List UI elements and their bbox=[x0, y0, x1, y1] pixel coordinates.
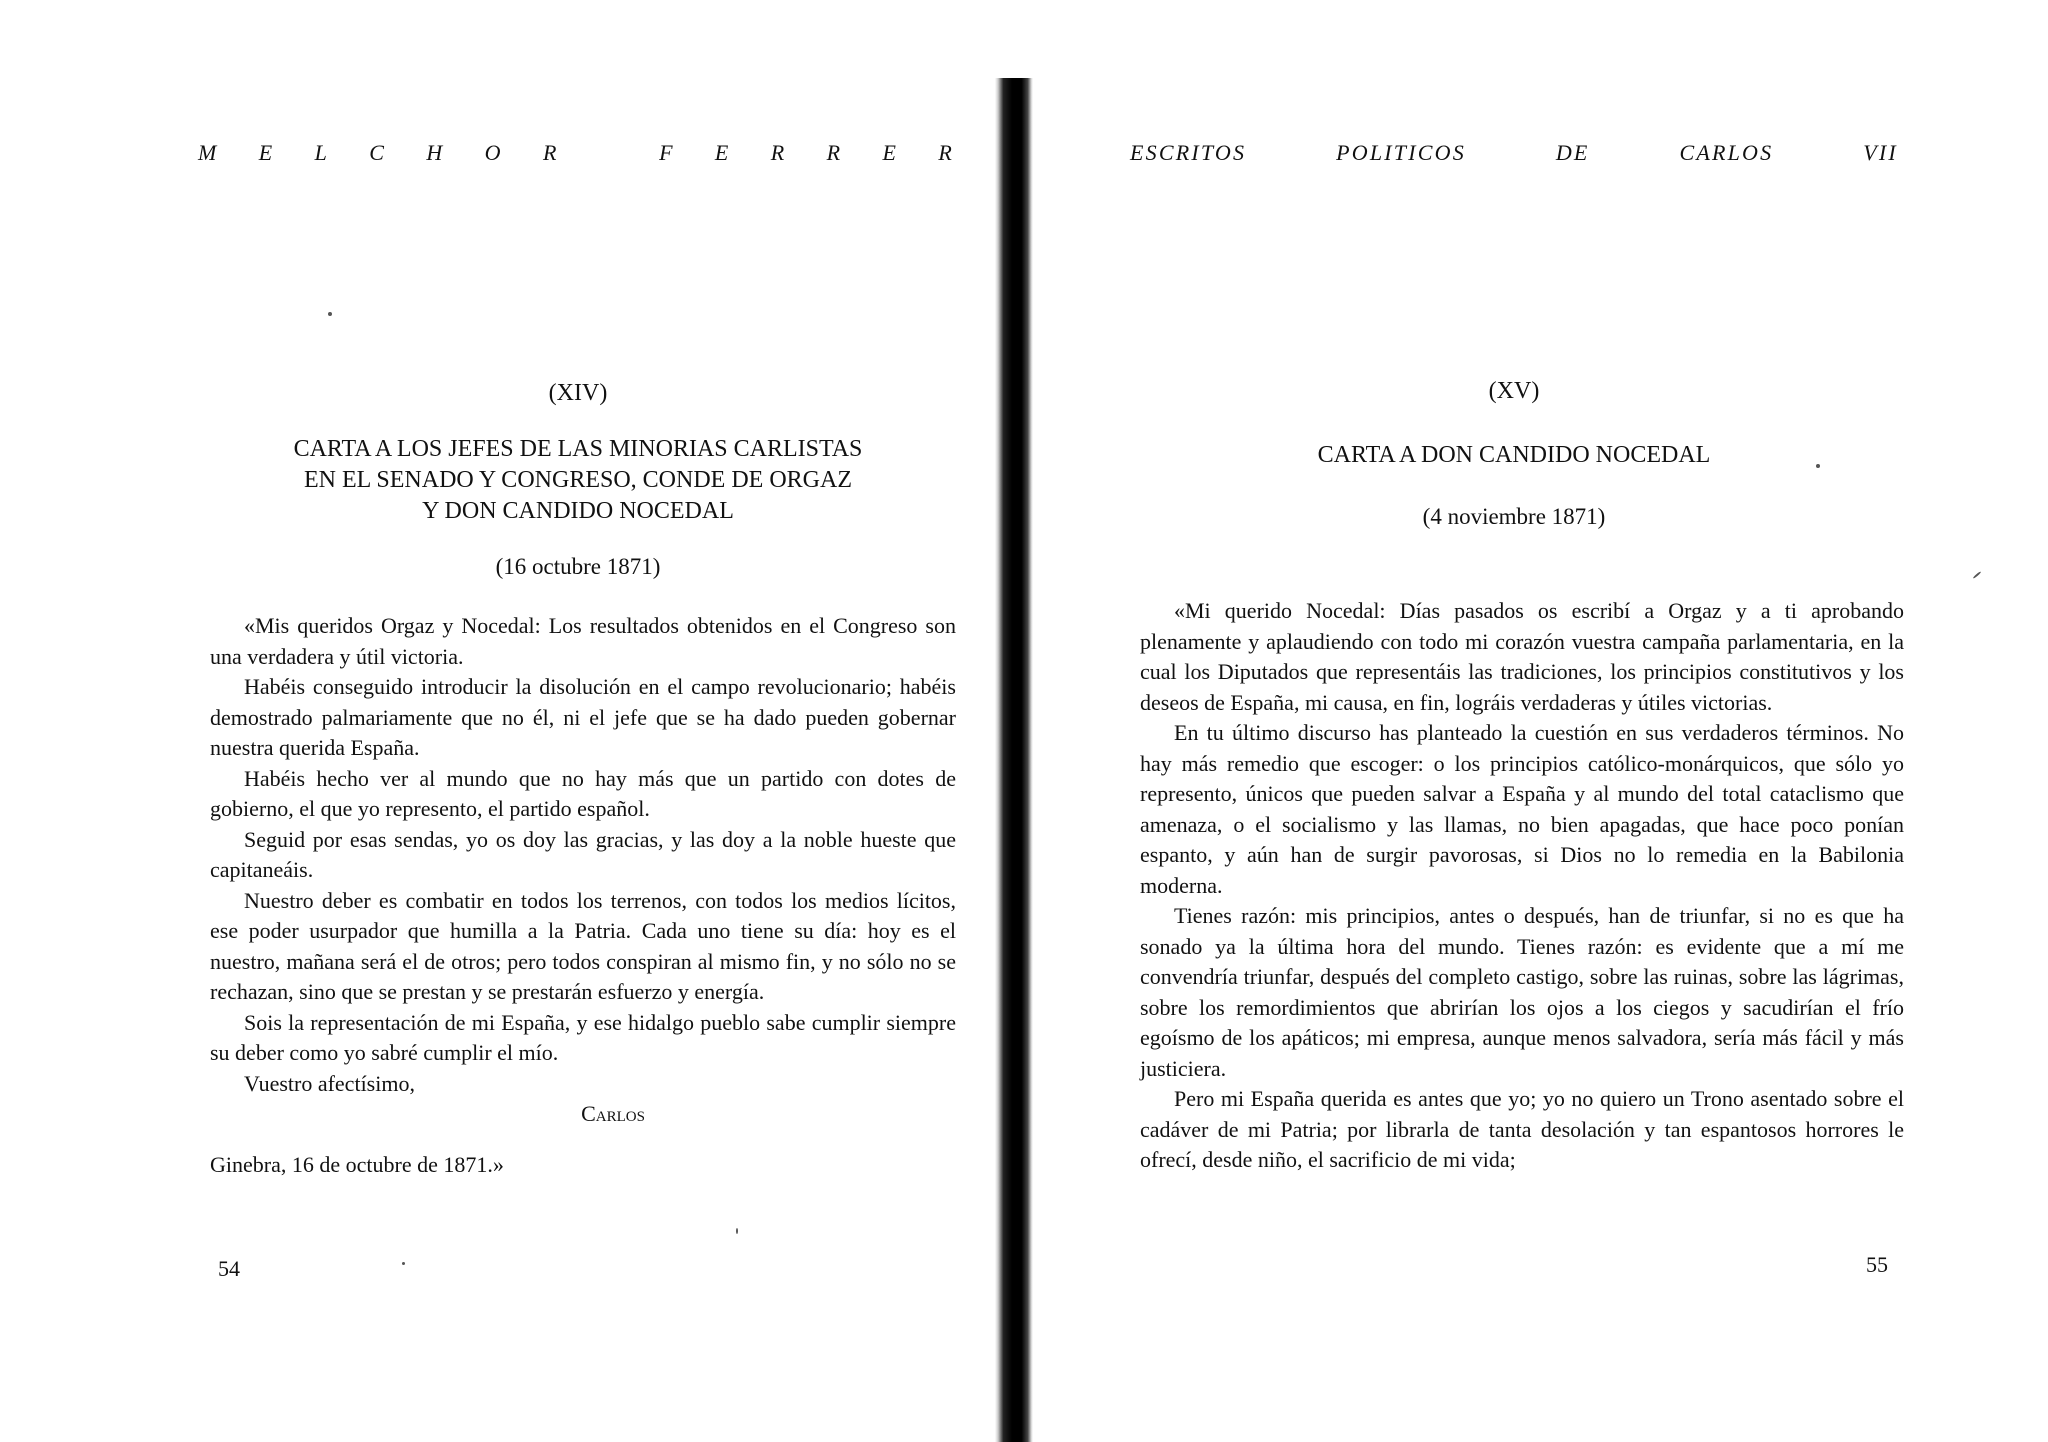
chapter-number: (XIV) bbox=[548, 380, 608, 406]
running-head-letter: R bbox=[770, 140, 787, 165]
scan-speck bbox=[736, 1228, 738, 1234]
left-page bbox=[0, 0, 990, 1442]
paragraph: «Mi querido Nocedal: Días pasados os escribí a Orgaz y a ti aprobando plenamente y aplaudiendo con todo mi corazón vuestra campaña parlamentaria, en la cual los Diputados que representáis las tradiciones, los principios constitutivos y los deseos de España, mi causa, en fin, lográis verdaderas y útiles victorias. bbox=[1140, 598, 1904, 715]
running-head-letter: L bbox=[314, 140, 330, 165]
signature: Carlos bbox=[581, 1101, 645, 1126]
running-head-letter: R bbox=[826, 140, 843, 165]
paragraph: Habéis hecho ver al mundo que no hay más que un partido con dotes de gobierno, el que yo represento, el partido español. bbox=[210, 765, 956, 821]
page-number: 55 bbox=[1866, 1252, 1888, 1277]
paragraph: Pero mi España querida es antes que yo; yo no quiero un Trono asentado sobre el cadáver de mi Patria; por librarla de tanta desolación y tan espantosos horrores le ofrecí, desde niño, el sacrificio de mi vida; bbox=[1140, 1086, 1904, 1172]
paragraph: Tienes razón: mis principios, antes o después, han de triunfar, si no es que ha sonado ya la última hora del mundo. Tienes razón: es evidente que a mí me convendría triunfar, después del completo castigo, sobre las ruinas, sobre las lágrimas, sobre los remordimientos que abrirían los ojos a los ciegos y sacudirían el frío egoísmo de los apáticos; mi empresa, aunque menos salvadora, sería más fácil y más justiciera. bbox=[1140, 903, 1904, 1081]
running-head-letter: F bbox=[659, 140, 675, 165]
paragraph: Habéis conseguido introducir la disolución en el campo revolucionario; habéis demostrado palmariamente que no él, ni el jefe que se ha dado pueden gobernar nuestra querida España. bbox=[210, 674, 956, 760]
chapter-number: (XV) bbox=[1488, 378, 1540, 404]
right-page bbox=[1010, 0, 2048, 1442]
letter-body bbox=[210, 611, 956, 1180]
paragraph: «Mis queridos Orgaz y Nocedal: Los resultados obtenidos en el Congreso son una verdadera y útil victoria. bbox=[210, 613, 956, 669]
running-head-word: DE bbox=[1555, 140, 1590, 165]
running-head-letter: E bbox=[714, 140, 731, 165]
running-head-letter: R bbox=[938, 140, 954, 165]
paragraph: Nuestro deber es combatir en todos los terrenos, con todos los medios lícitos, ese poder usurpador que humilla a la Patria. Cada uno tiene su día: hoy es el nuestro, mañana será el de otros; pero todos conspiran al mismo fin, y no sólo no se rechazan, sino que se prestan y se prestarán esfuerzo y energía. bbox=[210, 887, 956, 1004]
running-head-letter: M bbox=[198, 140, 219, 165]
running-head-letter: C bbox=[369, 140, 387, 165]
letter-date: (4 noviembre 1871) bbox=[1422, 504, 1606, 529]
chapter-title-line: EN EL SENADO Y CONGRESO, CONDE DE ORGAZ bbox=[304, 467, 852, 493]
running-head-word: ESCRITOS bbox=[1130, 140, 1247, 165]
right-running-head bbox=[1130, 138, 1898, 168]
paragraph: Vuestro afectísimo, bbox=[244, 1070, 415, 1096]
running-head-word: POLITICOS bbox=[1336, 140, 1466, 165]
scan-speck bbox=[328, 312, 332, 316]
chapter-title bbox=[200, 434, 956, 527]
running-head-word: CARLOS bbox=[1679, 140, 1774, 165]
left-running-head bbox=[198, 138, 954, 168]
chapter-title-line: CARTA A DON CANDIDO NOCEDAL bbox=[1317, 442, 1711, 468]
running-head-letter: O bbox=[484, 140, 503, 165]
paragraph: Sois la representación de mi España, y ese hidalgo pueblo sabe cumplir siempre su deber como yo sabré cumplir el mío. bbox=[210, 1009, 956, 1065]
paragraph: Seguid por esas sendas, yo os doy las gracias, y las doy a la noble hueste que capitaneáis. bbox=[210, 826, 956, 882]
page-number: 54 bbox=[218, 1256, 240, 1281]
running-head-letter: E bbox=[882, 140, 899, 165]
letter-body bbox=[1140, 596, 1904, 1176]
paragraph: En tu último discurso has planteado la cuestión en sus verdaderos términos. No hay más remedio que escoger: o los principios católico-monárquicos, que sólo yo represento, únicos que pueden salvar a España y al mundo del total cataclismo que amenaza, o el socialismo y las llamas, no bien apagadas, que hace poco ponían espanto, y aún han de surgir pavorosas, si Dios no lo remedia en la Babilonia moderna. bbox=[1140, 720, 1904, 898]
letter-date: (16 octubre 1871) bbox=[495, 554, 661, 579]
place-and-date: Ginebra, 16 de octubre de 1871.» bbox=[210, 1151, 504, 1177]
scan-speck bbox=[402, 1262, 405, 1265]
chapter-title-line: Y DON CANDIDO NOCEDAL bbox=[422, 498, 734, 524]
running-head-word: VII bbox=[1863, 140, 1898, 165]
chapter-title-line: CARTA A LOS JEFES DE LAS MINORIAS CARLISTAS bbox=[293, 436, 863, 462]
running-head-letter: E bbox=[258, 140, 275, 165]
chapter-title bbox=[1130, 440, 1898, 471]
running-head-letter: H bbox=[426, 140, 445, 165]
scan-speck bbox=[1816, 464, 1820, 468]
running-head-letter: R bbox=[542, 140, 559, 165]
scan-speck bbox=[1973, 571, 1982, 579]
